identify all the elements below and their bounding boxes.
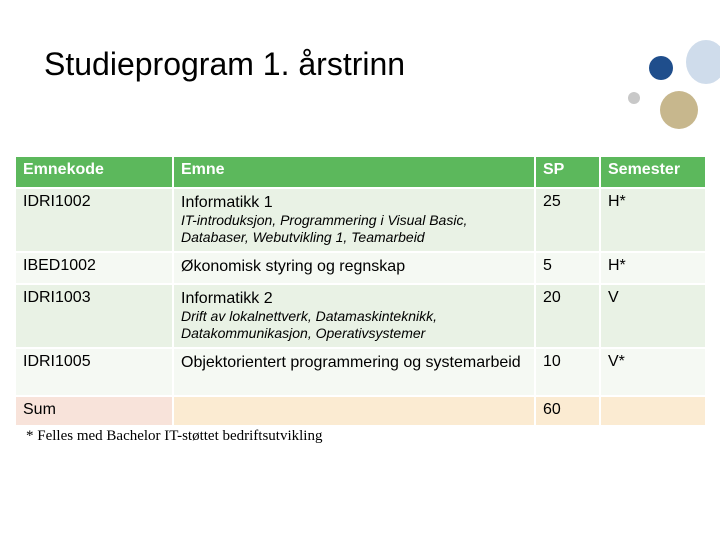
course-semester: V* [600, 348, 706, 396]
course-detail: Drift av lokalnettverk, Datamaskinteknikk, Datakommunikasjon, Operativsystemer [181, 308, 437, 341]
course-semester: H* [600, 188, 706, 252]
header-emnekode: Emnekode [16, 157, 173, 188]
course-semester: V [600, 284, 706, 348]
course-code: IDRI1005 [16, 348, 173, 396]
course-detail: IT-introduksjon, Programmering i Visual Basic, Databaser, Webutvikling 1, Teamarbeid [181, 212, 468, 245]
decorative-dot-light-blue [686, 40, 720, 84]
page-title: Studieprogram 1. årstrinn [44, 46, 406, 82]
course-subject [173, 252, 535, 284]
course-title: Objektorientert programmering og systemarbeid [181, 354, 521, 371]
footnote: * Felles med Bachelor IT-støttet bedriftsutvikling [26, 428, 323, 444]
table-header-row [16, 157, 706, 188]
course-subject [173, 188, 535, 252]
sum-row [16, 396, 706, 426]
study-program-table [16, 157, 706, 427]
course-subject [173, 348, 535, 396]
sum-label: Sum [16, 396, 173, 426]
course-semester: H* [600, 252, 706, 284]
header-sp: SP [535, 157, 600, 188]
header-emne: Emne [173, 157, 535, 188]
course-subject [173, 284, 535, 348]
course-title: Informatikk 1 [181, 194, 273, 211]
table-row [16, 252, 706, 284]
course-code: IDRI1003 [16, 284, 173, 348]
course-title: Informatikk 2 [181, 290, 273, 307]
table-row [16, 284, 706, 348]
table-row [16, 348, 706, 396]
course-sp: 5 [535, 252, 600, 284]
decorative-dot-blue [649, 56, 673, 80]
course-code: IBED1002 [16, 252, 173, 284]
course-sp: 10 [535, 348, 600, 396]
sum-empty-cell [600, 396, 706, 426]
header-semester: Semester [600, 157, 706, 188]
course-code: IDRI1002 [16, 188, 173, 252]
course-sp: 20 [535, 284, 600, 348]
table-row [16, 188, 706, 252]
course-sp: 25 [535, 188, 600, 252]
course-title: Økonomisk styring og regnskap [181, 258, 406, 275]
decorative-dot-tan [660, 91, 698, 129]
decorative-dot-gray [628, 92, 640, 104]
sum-sp: 60 [535, 396, 600, 426]
sum-empty-cell [173, 396, 535, 426]
